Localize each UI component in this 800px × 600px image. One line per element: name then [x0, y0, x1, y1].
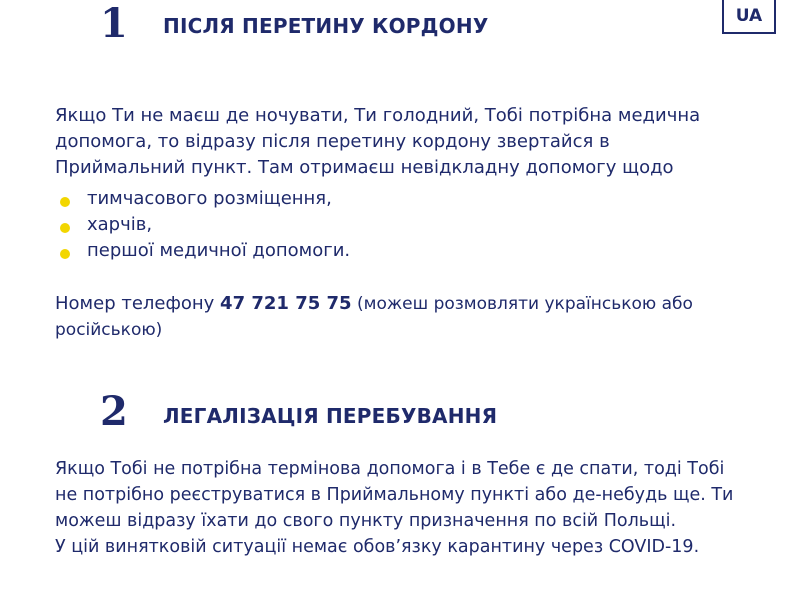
section-1-line-2: допомога, то відразу після перетину кордону звертайся в: [55, 131, 610, 152]
section-1-line-1: Якщо Ти не маєш де ночувати, Ти голодний, Тобі потрібна медична: [55, 105, 701, 126]
bullet-text: тимчасового розміщення,: [87, 188, 332, 209]
section-2-number: 2: [100, 388, 128, 435]
section-2-line-3: можеш відразу їхати до свого пункту призначення по всій Польщі.: [55, 511, 677, 531]
list-item: [55, 186, 350, 212]
section-2-line-4: У цій винятковій ситуації немає обов’язку карантину через COVID-19.: [55, 537, 700, 557]
section-1-heading: ПІСЛЯ ПЕРЕТИНУ КОРДОНУ: [163, 14, 489, 38]
section-2-line-1: Якщо Тобі не потрібна термінова допомога і в Тебе є де спати, тоді Тобі: [55, 459, 725, 479]
section-2-heading: ЛЕГАЛІЗАЦІЯ ПЕРЕБУВАННЯ: [163, 404, 498, 428]
bullet-dot-icon: [60, 197, 70, 207]
phone-line-2: російською): [55, 320, 163, 340]
section-2-line-2: не потрібно реєструватися в Приймальному пункті або де-небудь ще. Ти: [55, 485, 734, 505]
bullet-text: харчів,: [87, 214, 153, 235]
phone-prefix: Номер телефону: [55, 293, 221, 314]
section-1-bullet-list: [55, 186, 350, 264]
list-item: [55, 212, 350, 238]
list-item: [55, 238, 350, 264]
phone-suffix: (можеш розмовляти українською або: [351, 294, 693, 314]
section-1-line-3: Приймальний пункт. Там отримаєш невідкладну допомогу щодо: [55, 157, 674, 178]
language-badge: UA: [722, 0, 776, 34]
bullet-text: першої медичної допомоги.: [87, 240, 351, 261]
section-1-number: 1: [100, 0, 128, 47]
bullet-dot-icon: [60, 223, 70, 233]
section-1-paragraph: [55, 103, 700, 181]
phone-info: [55, 291, 693, 343]
phone-number: 47 721 75 75: [220, 293, 352, 314]
section-2-paragraph: [55, 456, 733, 560]
bullet-dot-icon: [60, 249, 70, 259]
